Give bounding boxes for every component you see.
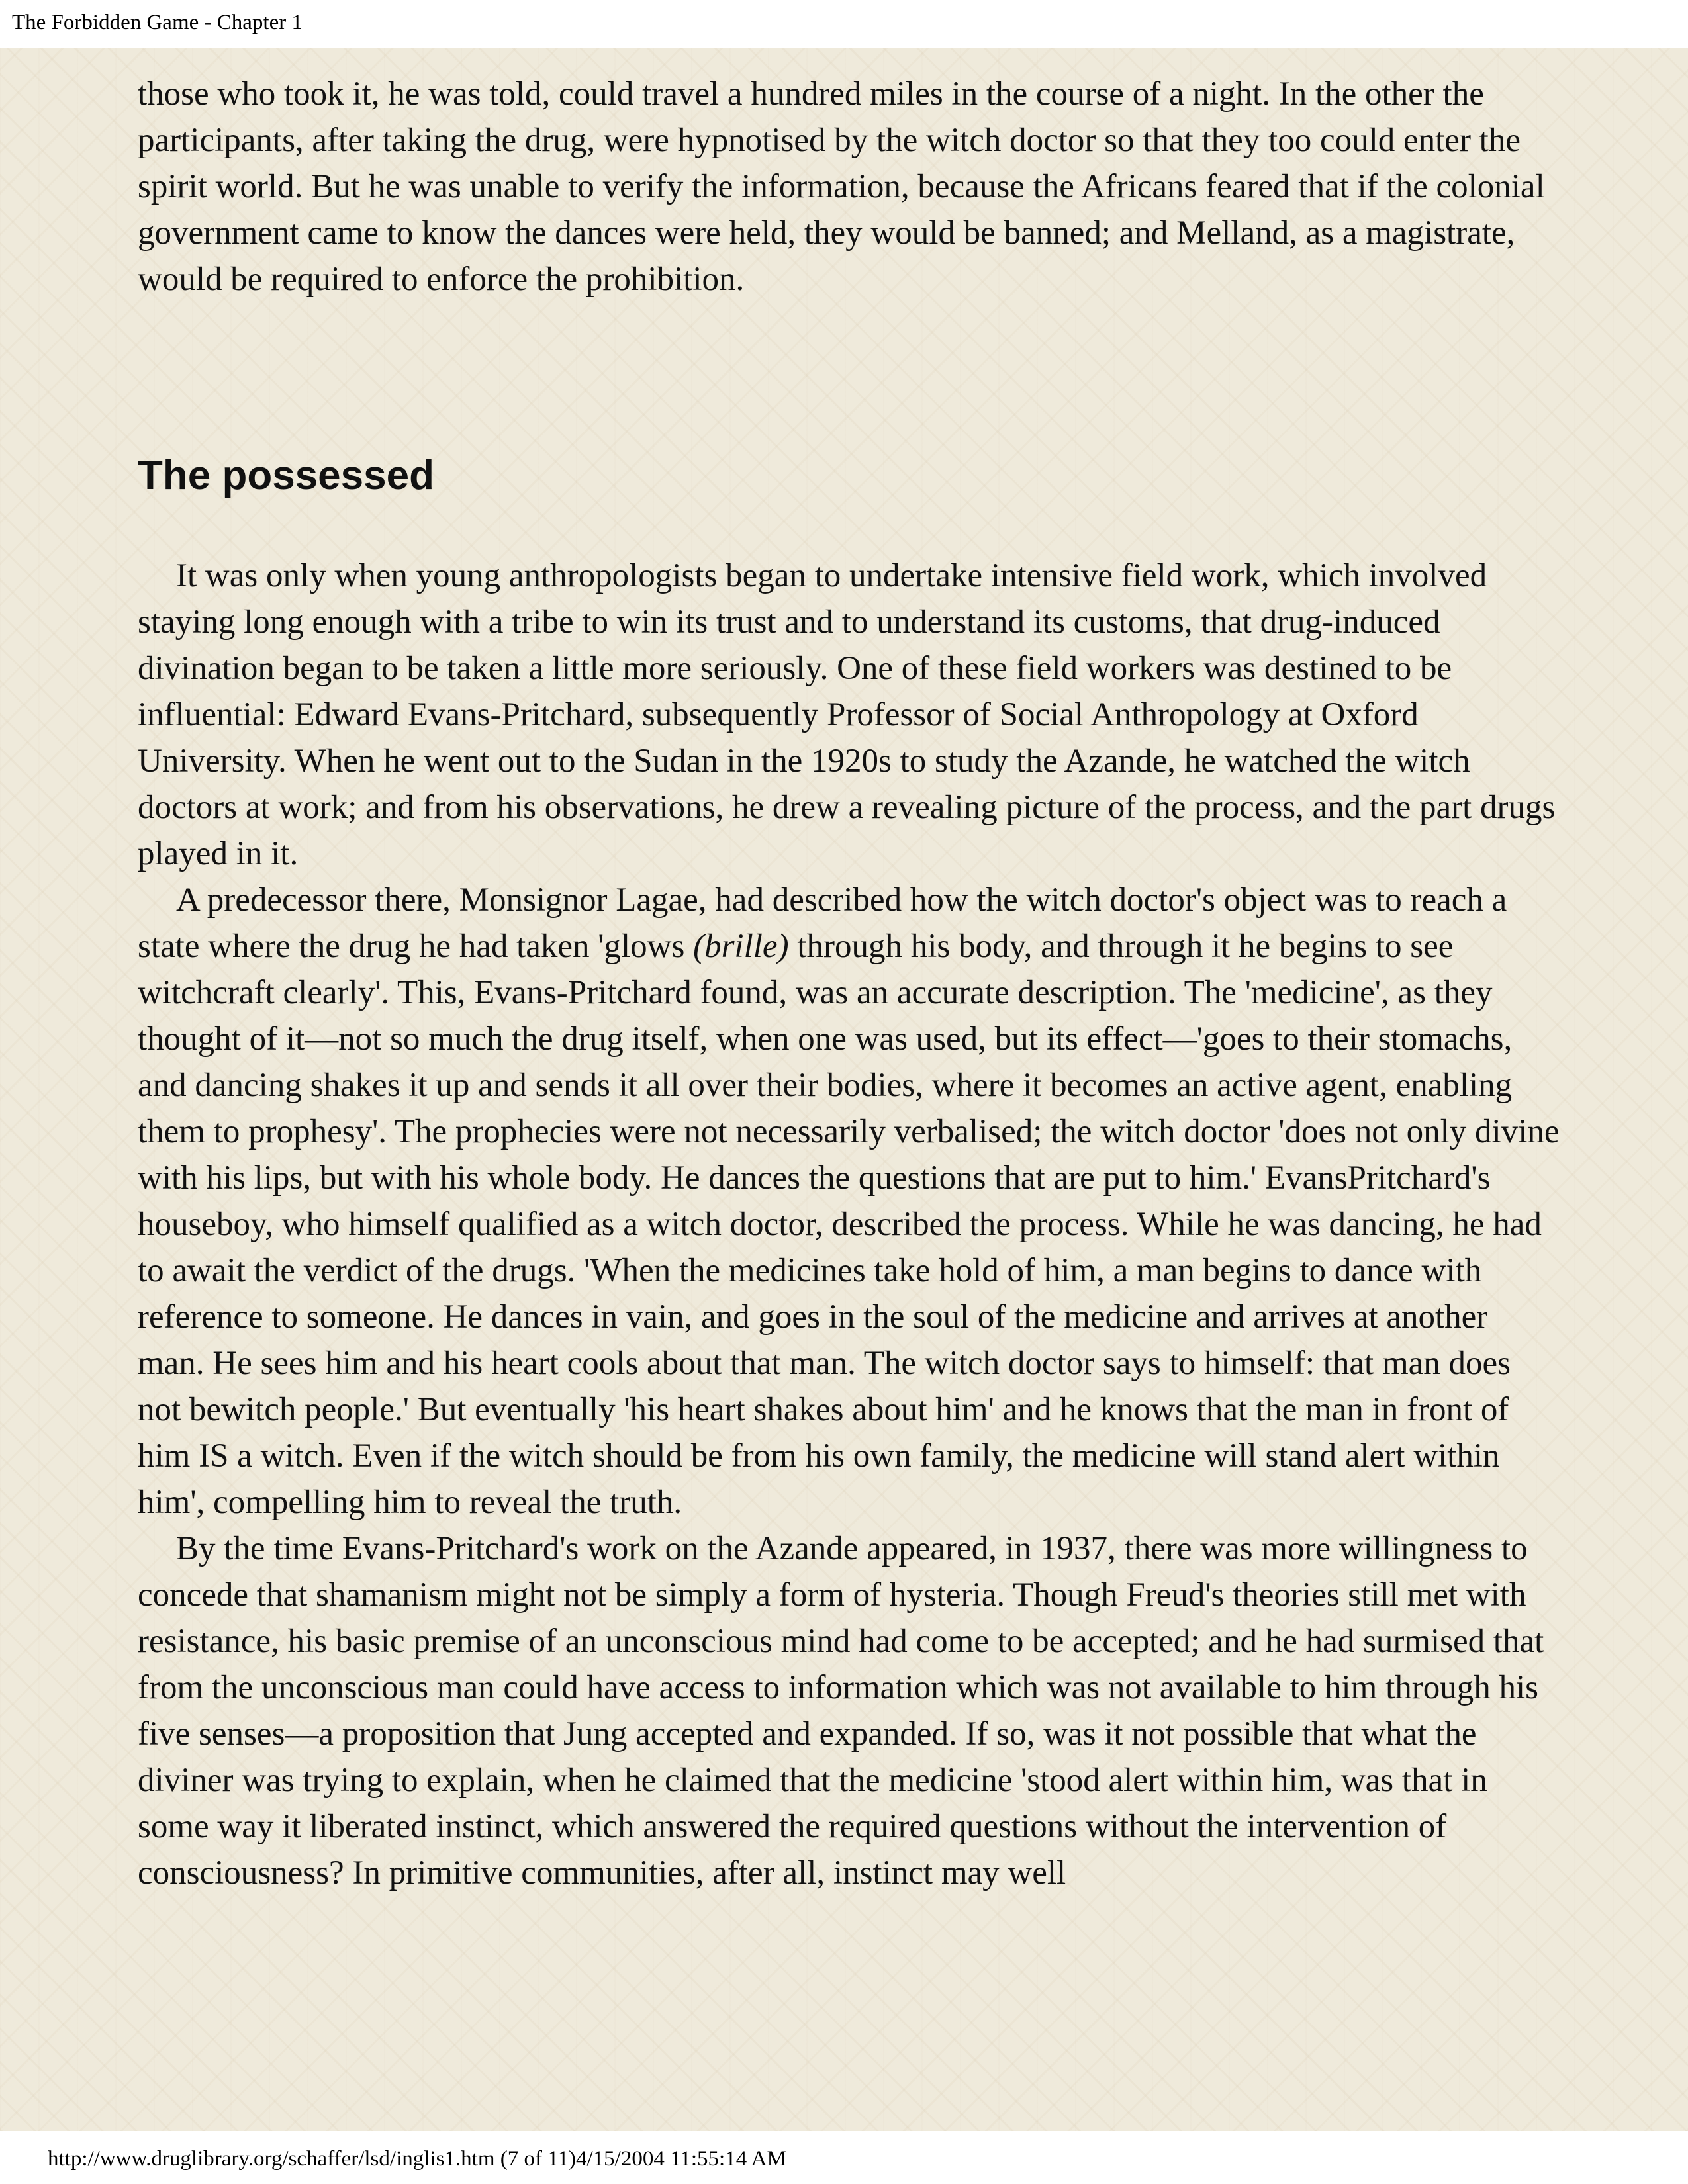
paragraph-freud-jung: By the time Evans-Pritchard's work on the Azande appeared, in 1937, there was more willingness to concede that shamanism might not be simply a form of hysteria. Though Freud's theories still met with resistance, his basic premise of an unconscious mind had come to be accepted; and he had surmised that from the unconscious man could have access to information which was not available to him through his five senses—a proposition that Jung accepted and expanded. If so, was it not possible that what the diviner was trying to explain, when he claimed that the medicine 'stood alert within him, was that in some way it liberated instinct, which answered the required questions without the intervention of consciousness? In primitive communities, after all, instinct may well [138,1530,1544,1891]
intro-paragraph: those who took it, he was told, could travel a hundred miles in the course of a night. In the other the participants, after taking the drug, were hypnotised by the witch doctor so that they too could enter the spirit world. But he was unable to verify the information, because the Africans feared that if the colonial government came to know the dances were held, they would be banned; and Melland, as a magistrate, would be required to enforce the prohibition. [138,75,1545,298]
italic-brille: (brille) [693,928,789,965]
page-header-title: The Forbidden Game - Chapter 1 [0,0,1688,48]
paragraph-lagae-text-end: through his body, and through it he begins to see witchcraft clearly'. This, Evans-Pritchard found, was an accurate description. The 'medicine', as they thought of it—not so much the drug itself, when one was used, but its effect—'goes to their stomachs, and dancing shakes it up and sends it all over their bodies, where it becomes an active agent, enabling them to prophesy'. The prophecies were not necessarily verbalised; the witch doctor 'does not only divine with his lips, but with his whole body. He dances the questions that are put to him.' EvansPritchard's houseboy, who himself qualified as a witch doctor, described the process. While he was dancing, he had to await the verdict of the drugs. 'When the medicines take hold of him, a man begins to dance with reference to someone. He dances in vain, and goes in the soul of the medicine and arrives at another man. He sees him and his heart cools about that man. The witch doctor says to himself: that man does not bewitch people.' But eventually 'his heart shakes about him' and he knows that the man in front of him IS a witch. Even if the witch should be from his own family, the medicine will stand alert within him', compelling him to reveal the truth. [138,928,1560,1521]
section-heading: The possessed [138,453,434,498]
page-footer-url: http://www.druglibrary.org/schaffer/lsd/inglis1.htm (7 of 11)4/15/2004 11:55:14 AM [0,2131,1688,2184]
paragraph-lagae [138,877,1561,1525]
article-body [138,48,1561,1896]
textured-background [0,48,1688,2131]
paragraph-lagae-text-start: A predecessor there, Monsignor Lagae, had described how the witch doctor's object was to reach a state where the drug he had taken 'glows [138,882,1507,965]
paragraph-field-work: It was only when young anthropologists began to undertake intensive field work, which involved staying long enough with a tribe to win its trust and to understand its customs, that drug-induced divination began to be taken a little more seriously. One of these field workers was destined to be influential: Edward Evans-Pritchard, subsequently Professor of Social Anthropology at Oxford University. When he went out to the Sudan in the 1920s to study the Azande, he watched the witch doctors at work; and from his observations, he drew a revealing picture of the process, and the part drugs played in it. [138,557,1556,872]
